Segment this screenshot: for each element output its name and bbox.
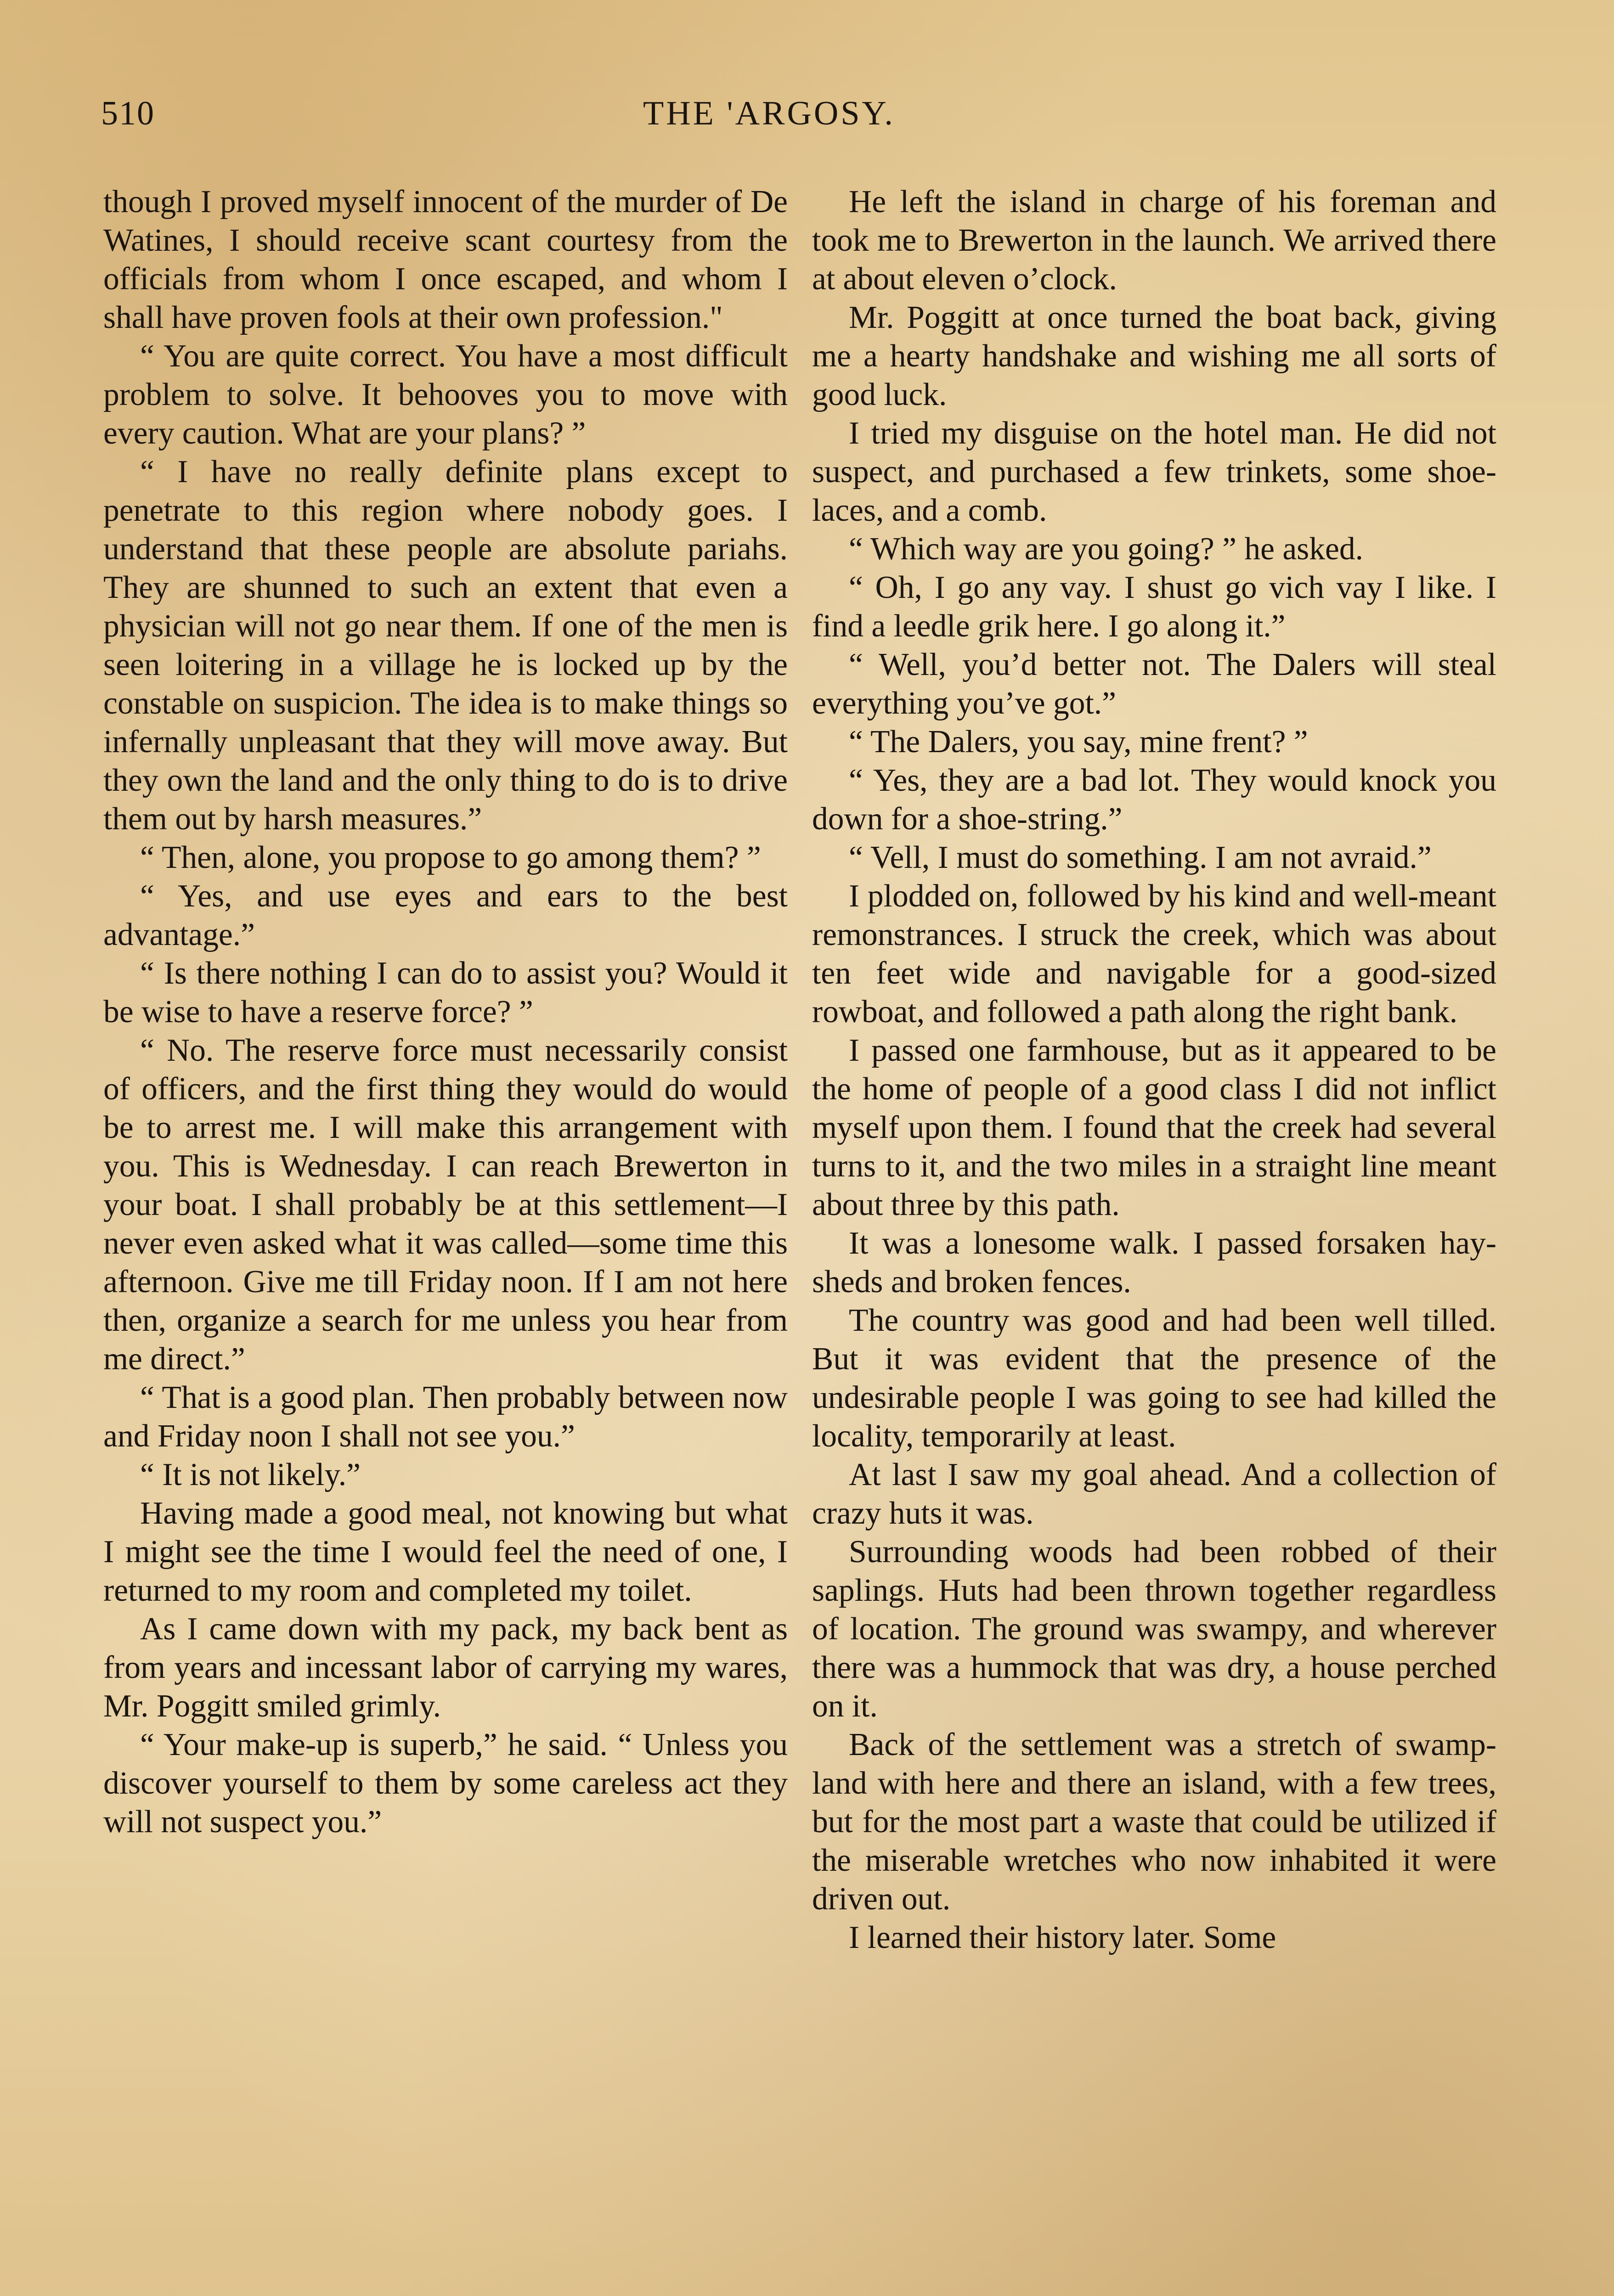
paragraph: It was a lonesome walk. I passed forsaken hay-sheds and broken fences. (812, 1226, 1496, 1300)
paragraph: Back of the settlement was a stretch of swamp-land with here and there an island, with a few trees, but for the most part a waste that could be utilized if the miserable wretches who now inhabited it were driven out. (812, 1727, 1496, 1917)
paragraph: At last I saw my goal ahead. And a collection of crazy huts it was. (812, 1457, 1496, 1531)
paragraph: “ The Dalers, you say, mine frent? ” (849, 724, 1308, 760)
paragraph: though I proved myself innocent of the murder of De Watines, I should receive scant courtesy from the officials from whom I once escaped, and whom I shall have proven fools at their own profession." (103, 184, 788, 335)
paragraph: “ Vell, I must do something. I am not avraid.” (849, 840, 1432, 875)
paragraph: I plodded on, followed by his kind and well-meant remonstrances. I struck the creek, which was about ten feet wide and navigable for a good-sized rowboat, and followed a path along the right bank. (812, 878, 1496, 1030)
paragraph: Surrounding woods had been robbed of their saplings. Huts had been thrown together regardless of location. The ground was swampy, and wherever there was a hummock that was dry, a house perched on it. (812, 1534, 1496, 1724)
paragraph: He left the island in charge of his foreman and took me to Brewerton in the launch. We arrived there at about eleven o’clock. (812, 184, 1496, 297)
paragraph: “ That is a good plan. Then probably between now and Friday noon I shall not see you.” (103, 1380, 788, 1454)
paragraph: I tried my disguise on the hotel man. He did not suspect, and purchased a few trinkets, some shoe-laces, and a comb. (812, 416, 1496, 528)
paragraph: Having made a good meal, not knowing but what I might see the time I would feel the need of one, I returned to my room and completed my toilet. (103, 1496, 788, 1608)
paragraph: “ Yes, and use eyes and ears to the best advantage.” (103, 878, 788, 952)
paragraph: “ Is there nothing I can do to assist you? Would it be wise to have a reserve force? ” (103, 956, 788, 1030)
paragraph: I learned their history later. Some (849, 1920, 1276, 1955)
paragraph: I passed one farmhouse, but as it appeared to be the home of people of a good class I did not inflict myself upon them. I found that the creek had several turns to it, and the two miles in a straight line meant about three by this path. (812, 1033, 1496, 1222)
left-column (103, 183, 788, 1841)
paragraph: “ Your make-up is superb,” he said. “ Unless you discover yourself to them by some careless act they will not suspect you.” (103, 1727, 788, 1840)
paragraph: “ I have no really definite plans except to penetrate to this region where nobody goes. I understand that these people are absolute pariahs. They are shunned to such an extent that even a physician will not go near them. If one of the men is seen loitering in a village he is locked up by the constable on suspicion. The idea is to make things so infernally unpleasant that they will move away. But they own the land and the only thing to do is to drive them out by harsh measures.” (103, 454, 788, 837)
paragraph: “ Then, alone, you propose to go among them? ” (140, 840, 761, 875)
paragraph: “ It is not likely.” (140, 1457, 361, 1492)
paragraph: “ You are quite correct. You have a most difficult problem to solve. It behooves you to move with every caution. What are your plans? ” (103, 338, 788, 451)
page-number: 510 (101, 95, 155, 132)
paragraph: “ No. The reserve force must necessarily consist of officers, and the first thing they would do would be to arrest me. I will make this arrangement with you. This is Wednesday. I can reach Brewerton in your boat. I shall probably be at this settlement—I never even asked what it was called—some time this afternoon. Give me till Friday noon. If I am not here then, organize a search for me unless you hear from me direct.” (103, 1033, 788, 1377)
right-column (812, 183, 1496, 1957)
page-header (101, 94, 1474, 135)
paragraph: “ Well, you’d better not. The Dalers will steal everything you’ve got.” (812, 647, 1496, 721)
paragraph: “ Oh, I go any vay. I shust go vich vay I like. I find a leedle grik here. I go along it.” (812, 570, 1496, 644)
paragraph: “ Which way are you going? ” he asked. (849, 531, 1363, 567)
running-title: THE 'ARGOSY. (643, 95, 895, 132)
paragraph: Mr. Poggitt at once turned the boat back, giving me a hearty handshake and wishing me all sorts of good luck. (812, 300, 1496, 412)
paragraph: As I came down with my pack, my back bent as from years and incessant labor of carrying my wares, Mr. Poggitt smiled grimly. (103, 1611, 788, 1724)
paragraph: “ Yes, they are a bad lot. They would knock you down for a shoe-string.” (812, 763, 1496, 837)
paragraph: The country was good and had been well tilled. But it was evident that the presence of the undesirable people I was going to see had killed the locality, temporarily at least. (812, 1303, 1496, 1454)
